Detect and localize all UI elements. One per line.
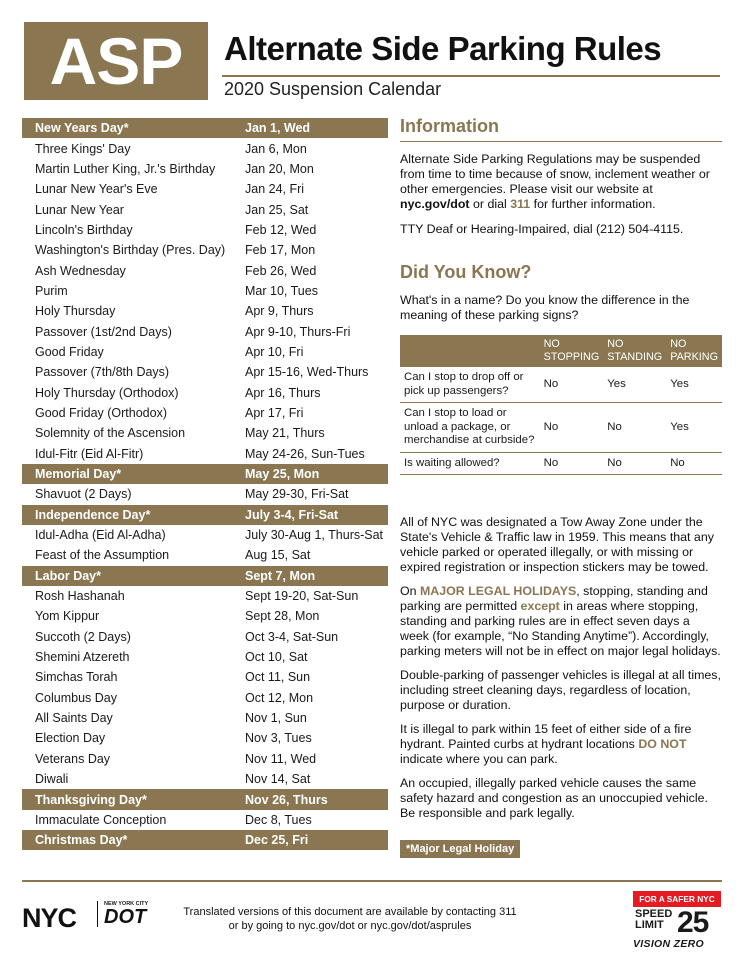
holiday-name: Idul-Fitr (Eid Al-Fitr) [35, 446, 144, 461]
dot-logo-text: DOT [104, 906, 147, 928]
holiday-date: Mar 10, Tues [245, 283, 318, 298]
vision-zero-banner: FOR A SAFER NYC [633, 891, 721, 907]
holiday-row [22, 647, 388, 667]
holiday-date: May 21, Thurs [245, 426, 325, 441]
holiday-row [22, 362, 388, 382]
holiday-date: Nov 14, Sat [245, 772, 311, 787]
translation-line-2: or by going to nyc.gov/dot or nyc.gov/dot/asprules [228, 920, 472, 932]
major-holiday-legend: *Major Legal Holiday [400, 840, 520, 858]
holiday-row [22, 769, 388, 789]
major-holiday-row [22, 505, 388, 525]
footer-divider [22, 880, 722, 882]
speed-limit-number: 25 [677, 906, 709, 939]
holiday-date: July 30-Aug 1, Thurs-Sat [245, 528, 384, 543]
holiday-row [22, 728, 388, 748]
right-column [400, 116, 722, 830]
holiday-name: Diwali [35, 772, 69, 787]
major-holidays-paragraph [400, 584, 722, 659]
holiday-name: Immaculate Conception [35, 812, 167, 827]
holiday-date: Nov 26, Thurs [245, 792, 328, 807]
holiday-date: Jan 25, Sat [245, 202, 309, 217]
holiday-row [22, 240, 388, 260]
holiday-date: Feb 12, Wed [245, 222, 317, 237]
holiday-row [22, 708, 388, 728]
table-answer: Yes [666, 403, 722, 453]
holiday-row [22, 159, 388, 179]
holiday-date: Jan 1, Wed [245, 121, 311, 136]
holiday-row [22, 220, 388, 240]
holiday-name: Memorial Day* [35, 467, 122, 482]
holiday-row [22, 199, 388, 219]
holiday-name: Election Day [35, 731, 106, 746]
translation-line-1: Translated versions of this document are available by contacting 311 [183, 906, 517, 918]
holiday-row [22, 382, 388, 402]
holiday-row [22, 342, 388, 362]
holiday-name: Independence Day* [35, 507, 151, 522]
did-you-know-heading: Did You Know? [400, 262, 532, 282]
holiday-name: Lunar New Year's Eve [35, 182, 158, 197]
holiday-date: Apr 9-10, Thurs-Fri [245, 324, 351, 339]
major-holiday-row [22, 830, 388, 850]
holiday-row [22, 423, 388, 443]
information-paragraph [400, 152, 722, 212]
holiday-date: Nov 1, Sun [245, 711, 307, 726]
holiday-date: Jan 20, Mon [245, 161, 314, 176]
holiday-date: Feb 17, Mon [245, 243, 316, 258]
holiday-name: Passover (7th/8th Days) [35, 365, 170, 380]
table-answer: No [540, 367, 604, 403]
asp-logo: ASP [24, 22, 208, 100]
table-answer: Yes [666, 367, 722, 403]
holiday-name: Thanksgiving Day* [35, 792, 147, 807]
holiday-row [22, 321, 388, 341]
holiday-date: Aug 15, Sat [245, 548, 311, 563]
holiday-name: Feast of the Assumption [35, 548, 170, 563]
rules-block [400, 515, 722, 821]
holiday-date: Sept 28, Mon [245, 609, 320, 624]
holiday-name: Columbus Day [35, 690, 117, 705]
holiday-calendar [22, 118, 388, 850]
holiday-name: Solemnity of the Ascension [35, 426, 186, 441]
holiday-name: Shemini Atzereth [35, 650, 130, 665]
holiday-date: Jan 24, Fri [245, 182, 305, 197]
did-you-know-intro: What's in a name? Do you know the difference in the meaning of these parking signs? [400, 293, 690, 322]
title-divider [222, 75, 720, 77]
table-question: Can I stop to load or unload a package, or merchandise at curbside? [400, 403, 540, 453]
holiday-name: Idul-Adha (Eid Al-Adha) [35, 528, 166, 543]
page-title: Alternate Side Parking Rules [224, 30, 662, 67]
table-row [400, 367, 722, 403]
phone-311: 311 [510, 197, 531, 211]
holiday-name: All Saints Day [35, 711, 113, 726]
table-header-no-stopping: NO STOPPING [540, 335, 604, 367]
holiday-row [22, 260, 388, 280]
holiday-name: Labor Day* [35, 568, 101, 583]
holiday-row [22, 281, 388, 301]
holiday-row [22, 627, 388, 647]
holiday-name: Lunar New Year [35, 202, 124, 217]
holiday-date: Sept 19-20, Sat-Sun [245, 589, 359, 604]
holiday-date: Nov 11, Wed [245, 751, 317, 766]
table-question: Can I stop to drop off or pick up passengers? [400, 367, 540, 403]
holiday-name: Rosh Hashanah [35, 589, 125, 604]
occupied-vehicle-paragraph: An occupied, illegally parked vehicle causes the same safety hazard and congestion as an unoccupied vehicle. Be responsible and park legally. [400, 776, 708, 820]
holiday-date: May 24-26, Sun-Tues [245, 446, 365, 461]
vision-zero-badge [633, 891, 721, 949]
do-not-emphasis: DO NOT [638, 737, 687, 751]
holiday-row [22, 749, 388, 769]
table-header-no-standing: NO STANDING [603, 335, 666, 367]
holiday-date: Apr 9, Thurs [245, 304, 314, 319]
holiday-name: Veterans Day [35, 751, 111, 766]
vision-zero-logo: VISION ZERO [633, 938, 704, 950]
holiday-name: Holy Thursday [35, 304, 116, 319]
holiday-pre: On [400, 584, 417, 598]
holiday-row [22, 810, 388, 830]
dot-logo-small-text: NEW YORK CITY [104, 901, 149, 907]
holiday-name: Purim [35, 283, 68, 298]
holiday-name: Lincoln's Birthday [35, 222, 133, 237]
holiday-date: May 25, Mon [245, 467, 320, 482]
page-subtitle: 2020 Suspension Calendar [224, 79, 442, 99]
major-holiday-row [22, 566, 388, 586]
holiday-date: Nov 3, Tues [245, 731, 312, 746]
double-parking-paragraph: Double-parking of passenger vehicles is illegal at all times, including street cleaning days, regardless of location, purpose or duration. [400, 668, 721, 712]
table-answer: No [603, 452, 666, 475]
table-answer: No [603, 403, 666, 453]
holiday-name: Good Friday (Orthodox) [35, 405, 167, 420]
major-holiday-row [22, 789, 388, 809]
holiday-row [22, 545, 388, 565]
holiday-name: Christmas Day* [35, 833, 128, 848]
holiday-row [22, 586, 388, 606]
holiday-date: Oct 12, Mon [245, 690, 314, 705]
holiday-row [22, 484, 388, 504]
major-legal-holidays-emphasis: MAJOR LEGAL HOLIDAYS [419, 584, 577, 598]
major-holiday-row [22, 118, 388, 138]
holiday-row [22, 444, 388, 464]
holiday-row [22, 688, 388, 708]
table-row [400, 452, 722, 475]
tty-paragraph: TTY Deaf or Hearing-Impaired, dial (212) 504-4115. [400, 222, 684, 236]
hydrant-post: indicate where you can park. [400, 752, 558, 766]
holiday-name: Yom Kippur [35, 609, 100, 624]
holiday-name: Ash Wednesday [35, 263, 126, 278]
holiday-name: Simchas Torah [35, 670, 118, 685]
holiday-name: Washington's Birthday (Pres. Day) [35, 243, 226, 258]
limit-label: LIMIT [635, 919, 664, 931]
holiday-name: Shavuot (2 Days) [35, 487, 132, 502]
tow-away-paragraph: All of NYC was designated a Tow Away Zone under the State's Vehicle & Traffic law in 1959. This means that any vehicle parked or operated illegally, or with missing or expired registration or inspection stickers may be towed. [400, 515, 714, 574]
holiday-date: Feb 26, Wed [245, 263, 317, 278]
table-question: Is waiting allowed? [400, 452, 540, 475]
info-mid: or dial [472, 197, 507, 211]
holiday-name: Three Kings' Day [35, 141, 131, 156]
translation-note [175, 905, 525, 933]
holiday-date: May 29-30, Fri-Sat [245, 487, 349, 502]
holiday-row [22, 403, 388, 423]
holiday-name: Succoth (2 Days) [35, 629, 131, 644]
holiday-post: in areas where stopping, standing and parking rules are in effect seven days a week (for example, “No Standing Anytime”). Accordingly, parking meters will not be in effect on major legal holidays. [400, 599, 721, 658]
holiday-row [22, 667, 388, 687]
holiday-date: Oct 11, Sun [245, 670, 311, 685]
holiday-name: Good Friday [35, 344, 104, 359]
holiday-name: Passover (1st/2nd Days) [35, 324, 172, 339]
holiday-date: July 3-4, Fri-Sat [245, 507, 339, 522]
holiday-date: Apr 17, Fri [245, 405, 304, 420]
info-end: for further information. [533, 197, 656, 211]
holiday-name: New Years Day* [35, 121, 129, 136]
information-heading: Information [400, 116, 722, 142]
table-answer: No [666, 452, 722, 475]
holiday-name: Martin Luther King, Jr.'s Birthday [35, 161, 216, 176]
holiday-date: Sept 7, Mon [245, 568, 316, 583]
holiday-date: Jan 6, Mon [245, 141, 307, 156]
holiday-date: Apr 15-16, Wed-Thurs [245, 365, 369, 380]
holiday-row [22, 179, 388, 199]
table-answer: No [540, 403, 604, 453]
table-header-row [400, 335, 722, 367]
holiday-date: Oct 10, Sat [245, 650, 308, 665]
table-row [400, 403, 722, 453]
table-answer: No [540, 452, 604, 475]
holiday-date: Apr 10, Fri [245, 344, 304, 359]
dot-logo [97, 901, 154, 927]
speed-label: SPEED [635, 908, 673, 920]
table-answer: Yes [603, 367, 666, 403]
table-header-blank [400, 335, 540, 367]
holiday-name: Holy Thursday (Orthodox) [35, 385, 179, 400]
major-holiday-row [22, 464, 388, 484]
holiday-row [22, 525, 388, 545]
holiday-date: Dec 25, Fri [245, 833, 309, 848]
holiday-row [22, 138, 388, 158]
holiday-date: Apr 16, Thurs [245, 385, 321, 400]
parking-signs-table [400, 335, 722, 475]
info-text: Alternate Side Parking Regulations may be suspended from time to time because of snow, inclement weather or other emergencies. Please visit our website at [400, 152, 710, 196]
holiday-date: Dec 8, Tues [245, 812, 312, 827]
nyc-logo: NYC [22, 903, 77, 933]
except-emphasis: except [520, 599, 560, 613]
hydrant-pre: It is illegal to park within 15 feet of either side of a fire hydrant. Painted curbs at hydrant locations [400, 722, 692, 751]
holiday-row [22, 606, 388, 626]
hydrant-paragraph [400, 722, 722, 767]
website-link[interactable]: nyc.gov/dot [400, 197, 470, 211]
holiday-row [22, 301, 388, 321]
speed-limit-sign [633, 907, 721, 952]
table-header-no-parking: NO PARKING [666, 335, 722, 367]
holiday-date: Oct 3-4, Sat-Sun [245, 629, 339, 644]
holiday-mid: , stopping, standing and parking are permitted [400, 584, 708, 613]
